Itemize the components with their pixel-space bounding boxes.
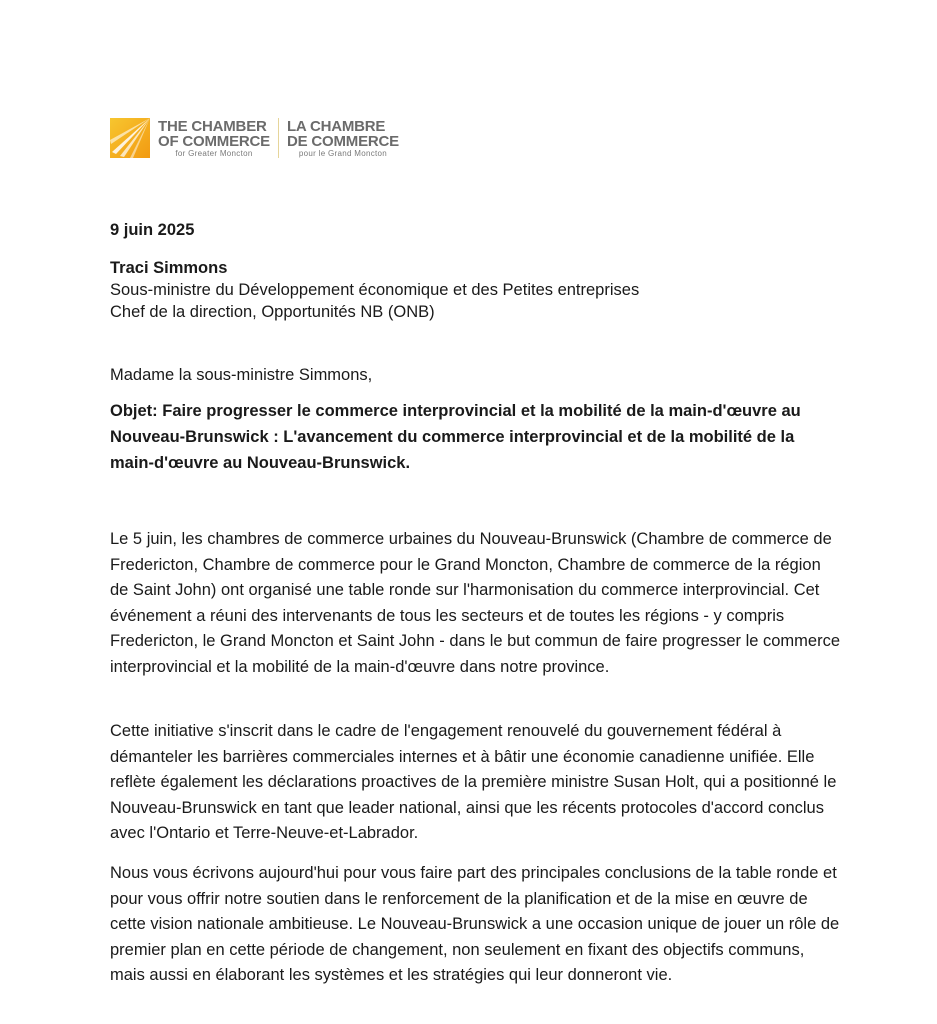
logo-english-line2: OF COMMERCE — [158, 132, 270, 150]
subject-line: Objet: Faire progresser le commerce interprovincial et la mobilité de la main-d'œuvre au Nouveau-Brunswick : L'avancement du commerce interprovincial et de la mobilité de la main-d'œuvre au Nouveau-Brunswick. — [110, 402, 801, 472]
logo-french-line1: LA CHAMBRE — [286, 117, 386, 135]
salutation: Madame la sous-ministre Simmons, — [110, 366, 373, 384]
logo-french — [287, 119, 399, 158]
logo-french-sub: pour le Grand Moncton — [298, 148, 388, 158]
chamber-logo — [110, 115, 399, 161]
recipient-title-line2: Chef de la direction, Opportunités NB (ONB) — [110, 303, 435, 321]
logo-divider — [278, 118, 279, 158]
logo-english — [158, 119, 270, 158]
body-paragraph-1 — [110, 527, 840, 680]
recipient-title-line1: Sous-ministre du Développement économique et des Petites entreprises — [110, 281, 640, 299]
recipient-name: Traci Simmons — [110, 259, 228, 277]
recipient-block — [110, 257, 840, 323]
paragraph-text: Le 5 juin, les chambres de commerce urbaines du Nouveau-Brunswick (Chambre de commerce de Fredericton, Chambre de commerce pour le Grand Moncton, Chambre de commerce de la région de Saint John) ont organisé une table ronde sur l'harmonisation du commerce interprovincial. Cet événement a réuni des intervenants de tous les secteurs et de toutes les régions - y compris Fredericton, le Grand Moncton et Saint John - dans le but commun de faire progresser le commerce interprovincial et la mobilité de la main-d'œuvre dans notre province. — [110, 530, 841, 676]
sunburst-icon — [110, 118, 150, 158]
logo-french-line2: DE COMMERCE — [286, 132, 399, 150]
logo-english-sub: for Greater Moncton — [175, 148, 253, 158]
paragraph-text: Cette initiative s'inscrit dans le cadre de l'engagement renouvelé du gouvernement fédéral à démanteler les barrières commerciales internes et à bâtir une économie canadienne unifiée. Elle reflète également les déclarations proactives de la première ministre Susan Holt, qui a positionné le Nouveau-Brunswick en tant que leader national, ainsi que les récents protocoles d'accord conclus avec l'Ontario et Terre-Neuve-et-Labrador. — [110, 722, 837, 842]
body-paragraph-2 — [110, 719, 840, 847]
logo-english-line1: THE CHAMBER — [158, 117, 267, 135]
letter-date: 9 juin 2025 — [110, 221, 195, 239]
body-paragraph-3 — [110, 861, 840, 989]
paragraph-text: Nous vous écrivons aujourd'hui pour vous faire part des principales conclusions de la table ronde et pour vous offrir notre soutien dans le renforcement de la planification et de la mise en œuvre de cette vision nationale ambitieuse. Le Nouveau-Brunswick a une occasion unique de jouer un rôle de premier plan en cette période de changement, non seulement en fixant des objectifs communs, mais aussi en élaborant les systèmes et les stratégies qui leur donneront vie. — [110, 864, 840, 984]
